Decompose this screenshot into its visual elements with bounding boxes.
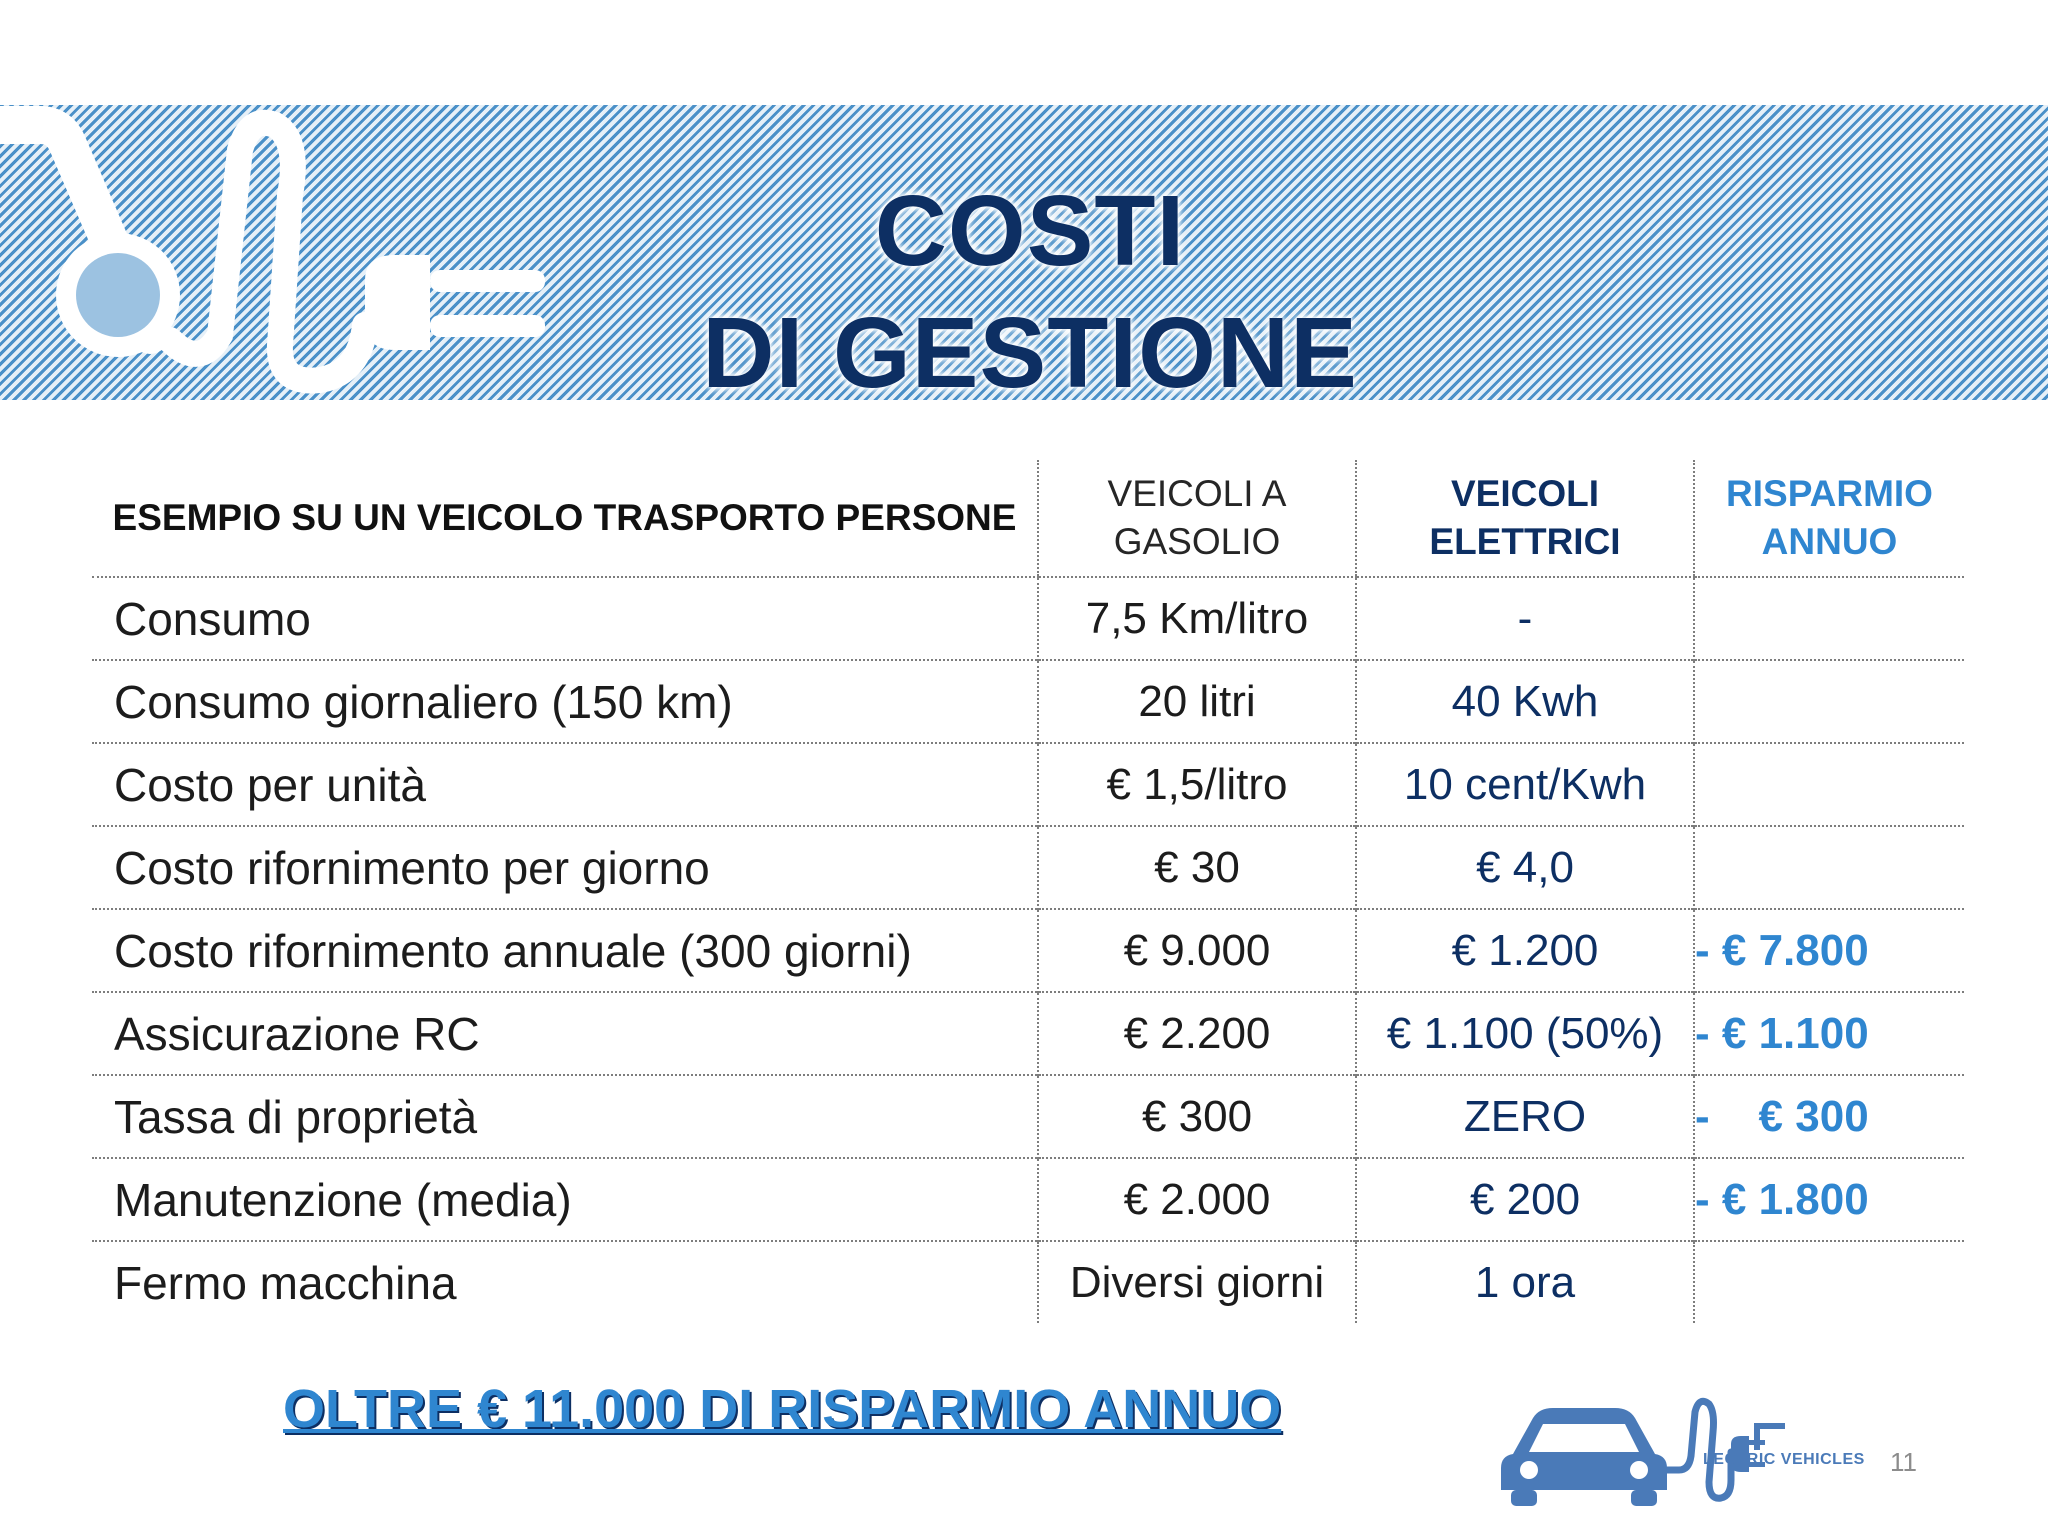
row-label: Tassa di proprietà: [92, 1075, 1038, 1158]
electric-value: 10 cent/Kwh: [1356, 743, 1694, 826]
saving-value: - € 7.800: [1694, 909, 1964, 992]
table-row: [92, 826, 1964, 909]
row-label: Manutenzione (media): [92, 1158, 1038, 1241]
logo-text: LECTRIC VEHICLES: [1703, 1451, 1865, 1468]
row-label: Costo rifornimento per giorno: [92, 826, 1038, 909]
title-line-1: COSTI: [874, 175, 1186, 287]
header-electric: VEICOLI ELETTRICI: [1356, 460, 1694, 577]
electric-value: € 200: [1356, 1158, 1694, 1241]
electric-value: € 1.100 (50%): [1356, 992, 1694, 1075]
diesel-value: € 30: [1038, 826, 1356, 909]
saving-value: - € 300: [1694, 1075, 1964, 1158]
saving-value: [1694, 660, 1964, 743]
diesel-value: € 9.000: [1038, 909, 1356, 992]
saving-value: [1694, 826, 1964, 909]
saving-value: [1694, 743, 1964, 826]
table-row: [92, 660, 1964, 743]
electric-value: ZERO: [1356, 1075, 1694, 1158]
page-title: [560, 170, 1500, 414]
electric-value: € 1.200: [1356, 909, 1694, 992]
header-saving: RISPARMIO ANNUO: [1694, 460, 1964, 577]
table-row: [92, 1075, 1964, 1158]
table-row: [92, 992, 1964, 1075]
cost-comparison-table: [92, 460, 1964, 1323]
electric-value: € 4,0: [1356, 826, 1694, 909]
electric-value: 40 Kwh: [1356, 660, 1694, 743]
saving-value: [1694, 1241, 1964, 1323]
diesel-value: € 1,5/litro: [1038, 743, 1356, 826]
diesel-value: € 2.200: [1038, 992, 1356, 1075]
row-label: Fermo macchina: [92, 1241, 1038, 1323]
diesel-value: 7,5 Km/litro: [1038, 577, 1356, 660]
page-number: 11: [1890, 1447, 1917, 1477]
diesel-value: € 2.000: [1038, 1158, 1356, 1241]
diesel-value: 20 litri: [1038, 660, 1356, 743]
table-row: [92, 909, 1964, 992]
row-label: Costo per unità: [92, 743, 1038, 826]
electric-value: -: [1356, 577, 1694, 660]
header-diesel: VEICOLI A GASOLIO: [1038, 460, 1356, 577]
row-label: Assicurazione RC: [92, 992, 1038, 1075]
saving-value: [1694, 577, 1964, 660]
title-line-2: DI GESTIONE: [702, 297, 1358, 409]
savings-summary: OLTRE € 11.000 DI RISPARMIO ANNUO: [283, 1379, 1282, 1439]
saving-value: - € 1.100: [1694, 992, 1964, 1075]
saving-value: - € 1.800: [1694, 1158, 1964, 1241]
row-label: Consumo: [114, 592, 311, 645]
diesel-value: Diversi giorni: [1038, 1241, 1356, 1323]
electric-value: 1 ora: [1356, 1241, 1694, 1323]
row-label: Consumo giornaliero (150 km): [92, 660, 1038, 743]
row-label: Costo rifornimento annuale (300 giorni): [92, 909, 1038, 992]
table-row: [92, 1158, 1964, 1241]
diesel-value: € 300: [1038, 1075, 1356, 1158]
table-row: [92, 1241, 1964, 1323]
table-header-row: [92, 460, 1964, 577]
plug-cable-icon: [0, 105, 600, 400]
table-row: [92, 743, 1964, 826]
electric-car-plug-icon: [1495, 1392, 1895, 1508]
header-example: ESEMPIO SU UN VEICOLO TRASPORTO PERSONE: [92, 460, 1038, 577]
table-row: [92, 577, 1964, 660]
